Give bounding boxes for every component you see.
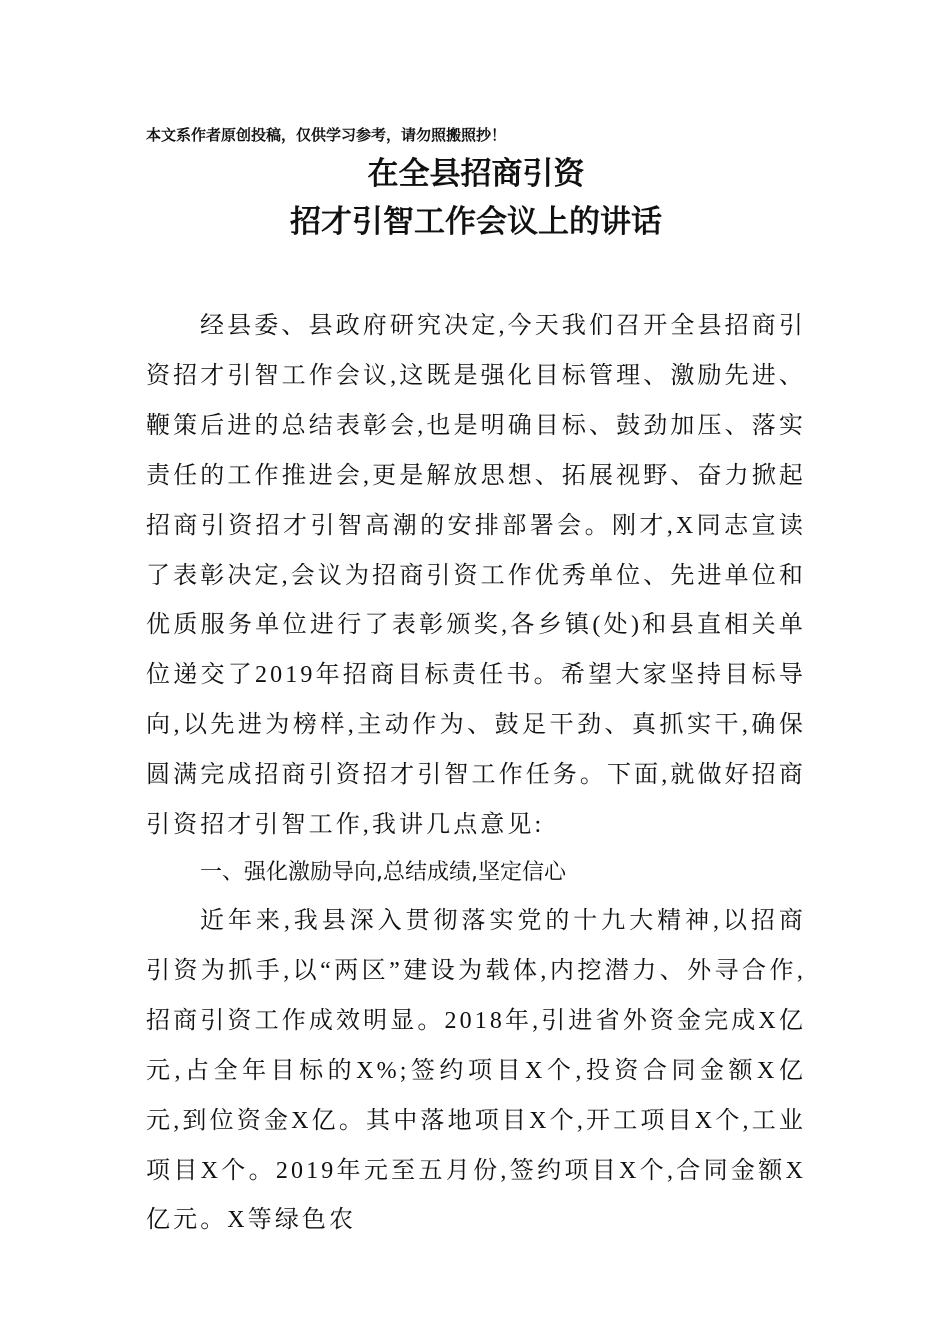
document-title-line-1: 在全县招商引资	[367, 156, 585, 192]
section-heading-1: 一、强化激励导向,总结成绩,坚定信心	[200, 860, 566, 885]
intro-paragraph: 经县委、县政府研究决定,今天我们召开全县招商引资招才引智工作会议,这既是强化目标管理、激励先进、鞭策后进的总结表彰会,也是明确目标、鼓劲加压、落实责任的工作推进会,更是解放思想、拓展视野、奋力掀起招商引资招才引智高潮的安排部署会。刚才,X同志宣读了表彰决定,会议为招商引资工作优秀单位、先进单位和优质服务单位进行了表彰颁奖,各乡镇(处)和县直相关单位递交了2019年招商目标责任书。希望大家坚持目标导向,以先进为榜样,主动作为、鼓足干劲、真抓实干,确保圆满完成招商引资招才引智工作任务。下面,就做好招商引资招才引智工作,我讲几点意见:	[146, 313, 806, 839]
document-title-line-2: 招才引智工作会议上的讲话	[290, 204, 662, 240]
section-1-paragraph: 近年来,我县深入贯彻落实党的十九大精神,以招商引资为抓手,以“两区”建设为载体,内挖潜力、外寻合作,招商引资工作成效明显。2018年,引进省外资金完成X亿元,占全年目标的X%;签约项目X个,投资合同金额X亿元,到位资金X亿。其中落地项目X个,开工项目X个,工业项目X个。2019年元至五月份,签约项目X个,合同金额X亿元。X等绿色农	[146, 908, 806, 1234]
copyright-notice: 本文系作者原创投稿，仅供学习参考，请勿照搬照抄！	[146, 126, 507, 144]
